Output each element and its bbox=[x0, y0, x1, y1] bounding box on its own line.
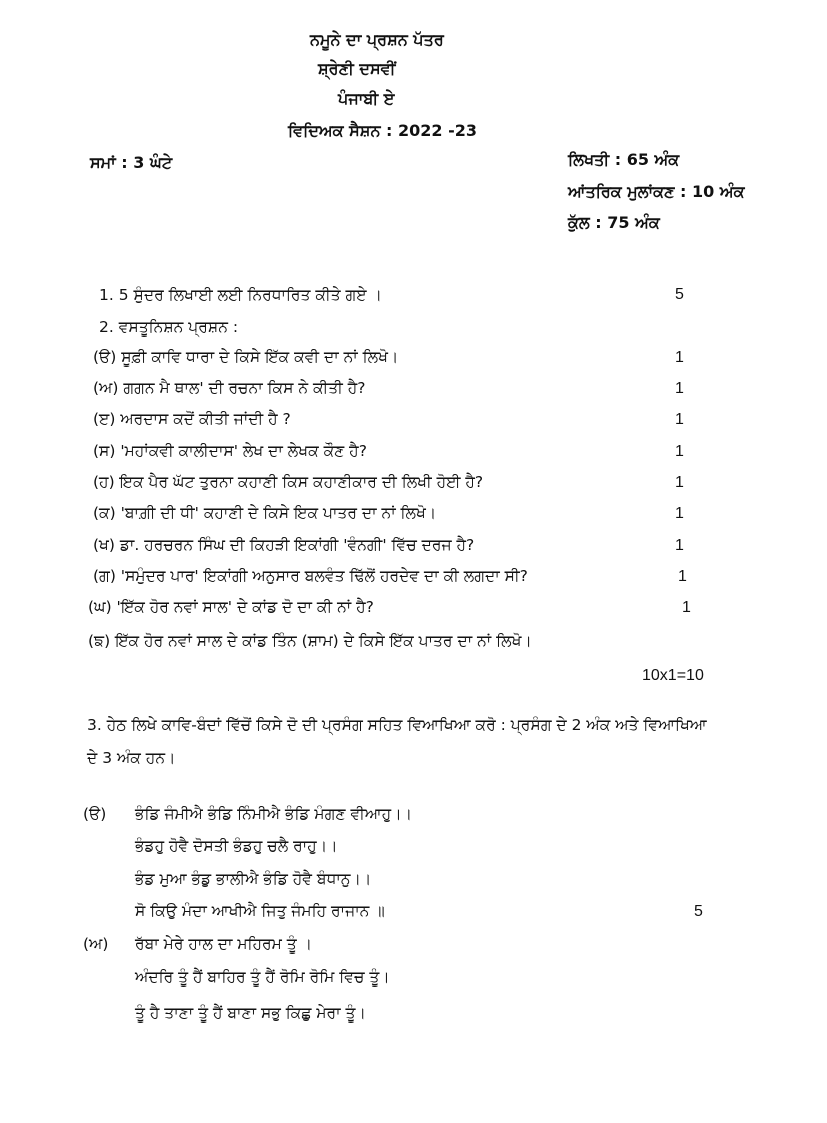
q2-item-marks: 1 bbox=[675, 505, 684, 522]
q2-item-marks: 1 bbox=[675, 349, 684, 366]
question-1: 1. 5 ਸੁੰਦਰ ਲਿਖਾਈ ਲਈ ਨਿਰਧਾਰਿਤ ਕੀਤੇ ਗਏ । bbox=[99, 286, 382, 304]
paper-title: ਨਮੂਨੇ ਦਾ ਪ੍ਰਸ਼ਨ ਪੱਤਰ bbox=[310, 30, 444, 49]
q2-item: (ੳ) ਸੂਫ਼ੀ ਕਾਵਿ ਧਾਰਾ ਦੇ ਕਿਸੇ ਇੱਕ ਕਵੀ ਦਾ ਨਾਂ ਲਿਖੋ। bbox=[93, 348, 399, 366]
stanza-a-label: (ੳ) bbox=[83, 805, 107, 823]
stanza-b-line: ਅੰਦਰਿ ਤੂੰ ਹੈਂ ਬਾਹਿਰ ਤੂੰ ਹੈਂ ਰੋਮਿ ਰੋਮਿ ਵਿਚ ਤੂੰ। bbox=[135, 968, 390, 986]
stanza-a-marks: 5 bbox=[694, 903, 703, 920]
stanza-b-line: ਰੱਬਾ ਮੇਰੇ ਹਾਲ ਦਾ ਮਹਿਰਮ ਤੂੰ । bbox=[135, 935, 313, 953]
internal-marks: ਆਂਤਰਿਕ ਮੁਲਾਂਕਣ : 10 ਅੰਕ bbox=[568, 182, 745, 201]
question-2-heading: 2. ਵਸਤੂਨਿਸ਼ਨ ਪ੍ਰਸ਼ਨ : bbox=[99, 318, 239, 336]
stanza-a-line: ਭੰਡਿ ਜੰਮੀਐ ਭੰਡਿ ਨਿੰਮੀਐ ਭੰਡਿ ਮੰਗਣ ਵੀਆਹੁ।। bbox=[135, 805, 413, 823]
stanza-b-line: ਤੂੰ ਹੈ ਤਾਣਾ ਤੂੰ ਹੈਂ ਬਾਣਾ ਸਭੁ ਕਿਛੁ ਮੇਰਾ ਤੂੰ। bbox=[135, 1004, 366, 1022]
q2-item-marks: 1 bbox=[675, 380, 684, 397]
q2-item-marks: 1 bbox=[675, 411, 684, 428]
q2-item-marks: 1 bbox=[675, 537, 684, 554]
stanza-a-line: ਸੋ ਕਿਉ ਮੰਦਾ ਆਖੀਐ ਜਿਤੁ ਜੰਮਹਿ ਰਾਜਾਨ ॥ bbox=[135, 902, 385, 920]
question-3-line-2: ਦੇ 3 ਅੰਕ ਹਨ। bbox=[87, 749, 176, 767]
q2-item: (ਹ) ਇਕ ਪੈਰ ਘੱਟ ਤੁਰਨਾ ਕਹਾਣੀ ਕਿਸ ਕਹਾਣੀਕਾਰ ਦੀ ਲਿਖੀ ਹੋਈ ਹੈ? bbox=[93, 473, 484, 491]
q2-item: (ਘ) 'ਇੱਕ ਹੋਰ ਨਵਾਂ ਸਾਲ' ਦੇ ਕਾਂਡ ਦੋ ਦਾ ਕੀ ਨਾਂ ਹੈ? bbox=[88, 598, 374, 616]
question-1-marks: 5 bbox=[675, 286, 684, 303]
class-label: ਸ਼੍ਰੇਣੀ ਦਸਵੀਂ bbox=[318, 59, 396, 78]
q2-item-marks: 1 bbox=[675, 443, 684, 460]
subject-label: ਪੰਜਾਬੀ ਏ bbox=[338, 89, 395, 108]
q2-item-marks: 1 bbox=[675, 474, 684, 491]
stanza-b-label: (ਅ) bbox=[83, 935, 109, 953]
q2-total-marks: 10x1=10 bbox=[642, 667, 704, 684]
q2-item: (ਙ) ਇੱਕ ਹੋਰ ਨਵਾਂ ਸਾਲ ਦੇ ਕਾਂਡ ਤਿੰਨ (ਸ਼ਾਮ) ਦੇ ਕਿਸੇ ਇੱਕ ਪਾਤਰ ਦਾ ਨਾਂ ਲਿਖੋ। bbox=[88, 632, 532, 650]
q2-item: (ਸ) 'ਮਹਾਂਕਵੀ ਕਾਲੀਦਾਸ' ਲੇਖ ਦਾ ਲੇਖਕ ਕੌਣ ਹੈ? bbox=[93, 442, 367, 460]
stanza-a-line: ਭੰਡ ਮੁਆ ਭੰਡੁ ਭਾਲੀਐ ਭੰਡਿ ਹੋਵੈ ਬੰਧਾਨੁ।। bbox=[135, 870, 372, 888]
q2-item-marks: 1 bbox=[682, 599, 691, 616]
total-marks: ਕੁੱਲ : 75 ਅੰਕ bbox=[568, 213, 660, 232]
q2-item: (ਖ) ਡਾ. ਹਰਚਰਨ ਸਿੰਘ ਦੀ ਕਿਹੜੀ ਇਕਾਂਗੀ 'ਵੰਨਗੀ' ਵਿੱਚ ਦਰਜ ਹੈ? bbox=[93, 536, 475, 554]
stanza-a-line: ਭੰਡਹੁ ਹੋਵੈ ਦੋਸਤੀ ਭੰਡਹੁ ਚਲੈ ਰਾਹੁ।। bbox=[135, 837, 338, 855]
q2-item: (ਅ) ਗਗਨ ਮੈ ਥਾਲ' ਦੀ ਰਚਨਾ ਕਿਸ ਨੇ ਕੀਤੀ ਹੈ? bbox=[93, 379, 366, 397]
written-marks: ਲਿਖਤੀ : 65 ਅੰਕ bbox=[568, 150, 680, 169]
question-3-line-1: 3. ਹੇਠ ਲਿਖੇ ਕਾਵਿ-ਬੰਦਾਂ ਵਿੱਚੋਂ ਕਿਸੇ ਦੋ ਦੀ ਪ੍ਰਸੰਗ ਸਹਿਤ ਵਿਆਖਿਆ ਕਰੋ : ਪ੍ਰਸੰਗ ਦੇ 2 ਅੰਕ ਅਤੇ ਵਿਆਖਿਆ bbox=[87, 716, 707, 734]
q2-item: (ੲ) ਅਰਦਾਸ ਕਦੋਂ ਕੀਤੀ ਜਾਂਦੀ ਹੈ ? bbox=[93, 410, 291, 428]
q2-item-marks: 1 bbox=[678, 568, 687, 585]
time-label: ਸਮਾਂ : 3 ਘੰਟੇ bbox=[90, 153, 173, 172]
session-label: ਵਿਦਿਅਕ ਸੈਸ਼ਨ : 2022 -23 bbox=[288, 121, 478, 140]
q2-item: (ਗ) 'ਸਮੁੰਦਰ ਪਾਰ' ਇਕਾਂਗੀ ਅਨੁਸਾਰ ਬਲਵੰਤ ਢਿੱਲੋਂ ਹਰਦੇਵ ਦਾ ਕੀ ਲਗਦਾ ਸੀ? bbox=[93, 567, 528, 585]
q2-item: (ਕ) 'ਬਾਗ਼ੀ ਦੀ ਧੀ' ਕਹਾਣੀ ਦੇ ਕਿਸੇ ਇਕ ਪਾਤਰ ਦਾ ਨਾਂ ਲਿਖੋ। bbox=[93, 504, 437, 522]
